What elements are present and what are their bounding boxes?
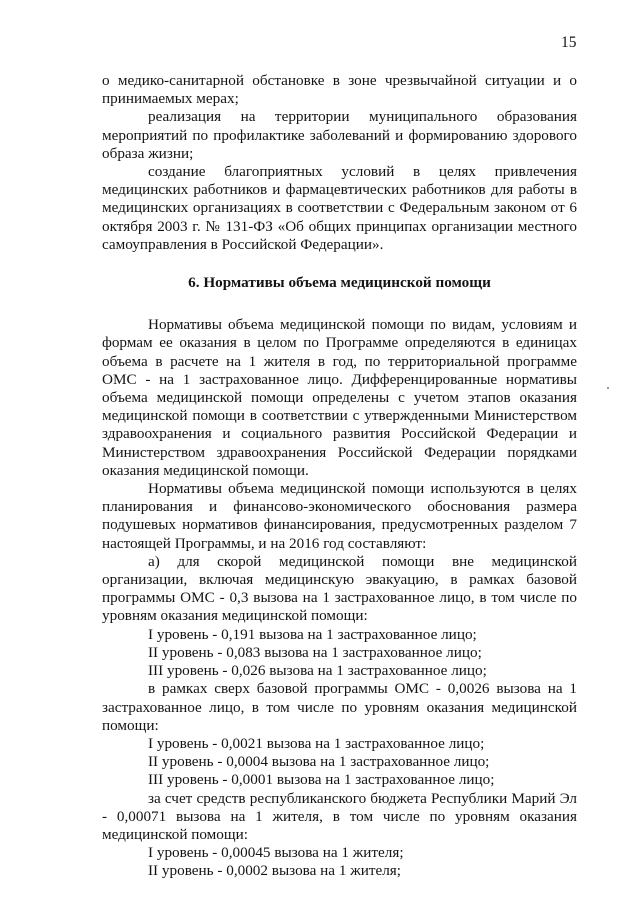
list-item-level-3: III уровень - 0,0001 вызова на 1 застрахованное лицо;: [148, 771, 495, 789]
list-item-level-2: II уровень - 0,083 вызова на 1 застрахованное лицо;: [148, 643, 482, 661]
paragraph-norms-usage: Нормативы объема медицинской помощи используются в целях планирования и финансово-экономического обоснования размера подушевых нормативов финансирования, предусмотренных разделом 7 настоящей Программы, и на 2016 год составляют:: [102, 480, 577, 552]
list-item-level-2: II уровень - 0,0002 вызова на 1 жителя;: [148, 862, 402, 880]
page-number: 15: [561, 34, 577, 51]
list-item-level-2: II уровень - 0,0004 вызова на 1 застрахованное лицо;: [148, 753, 490, 771]
paragraph-favorable-conditions: создание благоприятных условий в целях привлечения медицинских работников и фармацевтических работников для работы в медицинских организациях в соответствии с Федеральным законом от 6 октября 2003 г. № 131-ФЗ «Об общих принципах организации местного самоуправления в Российской Федерации».: [102, 163, 577, 253]
list-item-level-1: I уровень - 0,00045 вызова на 1 жителя;: [148, 844, 404, 862]
paragraph-medical-situation: о медико-санитарной обстановке в зоне чрезвычайной ситуации и о принимаемых мерах;: [102, 72, 577, 108]
list-item-level-1: I уровень - 0,191 вызова на 1 застрахованное лицо;: [148, 625, 477, 643]
paragraph-norms-definition: Нормативы объема медицинской помощи по видам, условиям и формам ее оказания в целом по Программе определяются в единицах объема в расчете на 1 жителя в год, по территориальной программе ОМС - на 1 застрахованное лицо. Дифференцированные нормативы объема медицинской помощи определены с учетом этапов оказания медицинской помощи в соответствии с утвержденными Министерством здравоохранения и социального развития Российской Федерации и Министерством здравоохранения Российской Федерации порядками оказания медицинской помощи.: [102, 316, 577, 479]
paragraph-emergency-care: а) для скорой медицинской помощи вне медицинской организации, включая медицинскую эвакуацию, в рамках базовой программы ОМС - 0,3 вызова на 1 застрахованное лицо, в том числе по уровням оказания медицинской помощи:: [102, 552, 577, 625]
paragraph-above-base-program: в рамках сверх базовой программы ОМС - 0,0026 вызова на 1 застрахованное лицо, в том числе по уровням оказания медицинской помощи:: [102, 680, 577, 734]
paragraph-republican-budget: за счет средств республиканского бюджета Республики Марий Эл - 0,00071 вызова на 1 жителя, в том числе по уровням оказания медицинской помощи:: [102, 789, 577, 843]
list-item-level-3: III уровень - 0,026 вызова на 1 застрахованное лицо;: [148, 662, 487, 680]
section-heading: 6. Нормативы объема медицинской помощи: [188, 274, 491, 292]
paragraph-prevention-measures: реализация на территории муниципального образования мероприятий по профилактике заболеваний и формированию здорового образа жизни;: [102, 108, 577, 162]
page-content: [102, 72, 577, 881]
list-item-level-1: I уровень - 0,0021 вызова на 1 застрахованное лицо;: [148, 734, 485, 752]
scan-speck: [607, 387, 609, 389]
